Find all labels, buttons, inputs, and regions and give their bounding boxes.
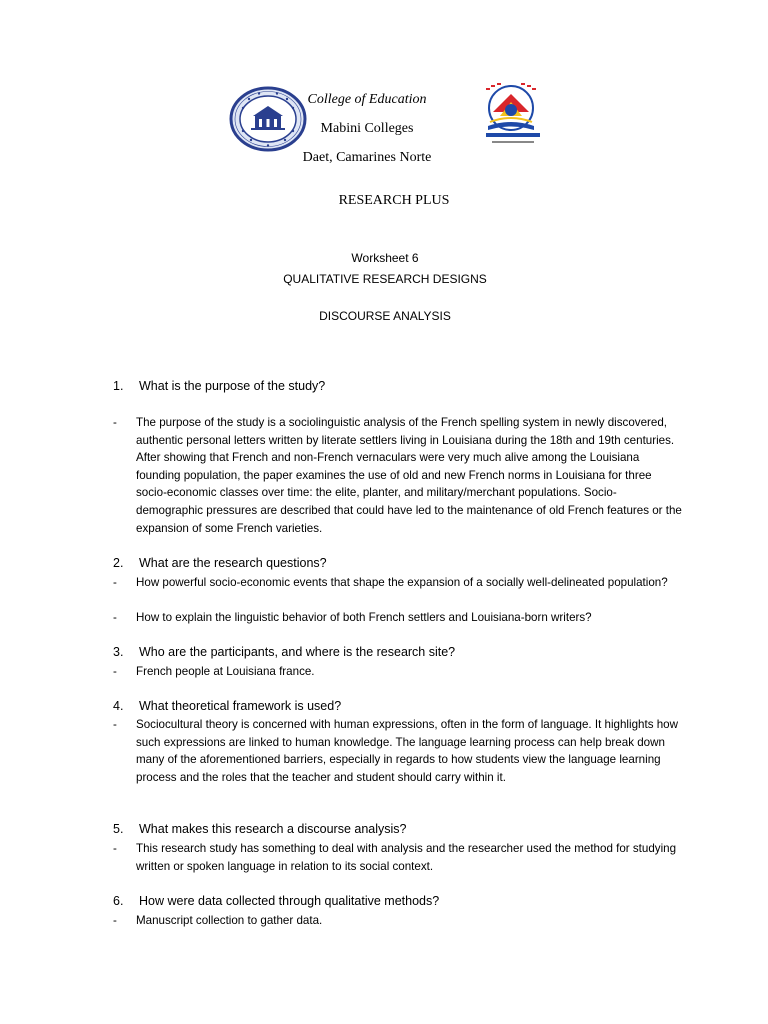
answer-4-1 <box>113 716 683 786</box>
bullet-dash: - <box>113 718 117 731</box>
question-1 <box>113 379 693 393</box>
question-6 <box>113 894 693 908</box>
bullet-dash: - <box>113 914 117 927</box>
answer-3-1 <box>113 663 683 681</box>
worksheet-topic: QUALITATIVE RESEARCH DESIGNS <box>283 272 487 286</box>
question-3 <box>113 645 693 659</box>
question-text: How were data collected through qualitative methods? <box>139 894 440 908</box>
question-text: What theoretical framework is used? <box>139 699 342 713</box>
answer-5-1 <box>113 840 683 875</box>
school-name: Mabini Colleges <box>320 121 414 136</box>
question-number: 6. <box>113 894 124 908</box>
question-text: What makes this research a discourse analysis? <box>139 822 407 836</box>
question-number: 1. <box>113 379 124 393</box>
question-2 <box>113 556 693 570</box>
answer-2-1 <box>113 574 683 592</box>
course-title: RESEARCH PLUS <box>338 193 450 208</box>
bullet-dash: - <box>113 576 117 589</box>
question-5 <box>113 822 693 836</box>
worksheet-focus: DISCOURSE ANALYSIS <box>319 309 451 323</box>
bullet-dash: - <box>113 611 117 624</box>
answer-1-1 <box>113 414 683 537</box>
question-number: 4. <box>113 699 124 713</box>
answer-text: Manuscript collection to gather data. <box>136 914 323 927</box>
question-text: What are the research questions? <box>139 556 327 570</box>
question-4 <box>113 699 693 713</box>
college-name: College of Education <box>307 92 427 107</box>
answer-2-2 <box>113 609 683 627</box>
question-number: 3. <box>113 645 124 659</box>
answer-text: Sociocultural theory is concerned with human expressions, often in the form of language. It highlights how such expressions are linked to human knowledge. The language learning process can help break down many of the aforementioned barriers, especially in regards to how students view the language learning process and the roles that the teacher and student should carry within it. <box>136 718 678 784</box>
question-number: 2. <box>113 556 124 570</box>
answer-text: How powerful socio-economic events that shape the expansion of a socially well-delineated population? <box>136 576 668 589</box>
answer-text: French people at Louisiana france. <box>136 665 315 678</box>
bullet-dash: - <box>113 842 117 855</box>
question-text: Who are the participants, and where is the research site? <box>139 645 456 659</box>
bullet-dash: - <box>113 665 117 678</box>
answer-6-1 <box>113 912 683 930</box>
school-location: Daet, Camarines Norte <box>302 150 432 165</box>
answer-text: This research study has something to deal with analysis and the researcher used the method for studying written or spoken language in relation to its social context. <box>136 842 677 873</box>
answer-text: How to explain the linguistic behavior of both French settlers and Louisiana-born writers? <box>136 611 592 624</box>
answer-text: The purpose of the study is a sociolinguistic analysis of the French spelling system in newly discovered, authentic personal letters written by literate settlers living in Louisiana during the 18th and 19th centuries. After showing that French and non-French vernaculars were very much alive among the Louisiana founding population, the paper examines the use of old and new French norms in Louisiana for three socio-economic classes over time: the elite, planter, and military/merchant populations. Socio-demographic pressures are described that could have led to the maintenance of old French features or the expansion of some French varieties. <box>136 416 682 535</box>
question-number: 5. <box>113 822 124 836</box>
question-text: What is the purpose of the study? <box>139 379 326 393</box>
bullet-dash: - <box>113 416 117 429</box>
worksheet-number: Worksheet 6 <box>351 251 419 265</box>
